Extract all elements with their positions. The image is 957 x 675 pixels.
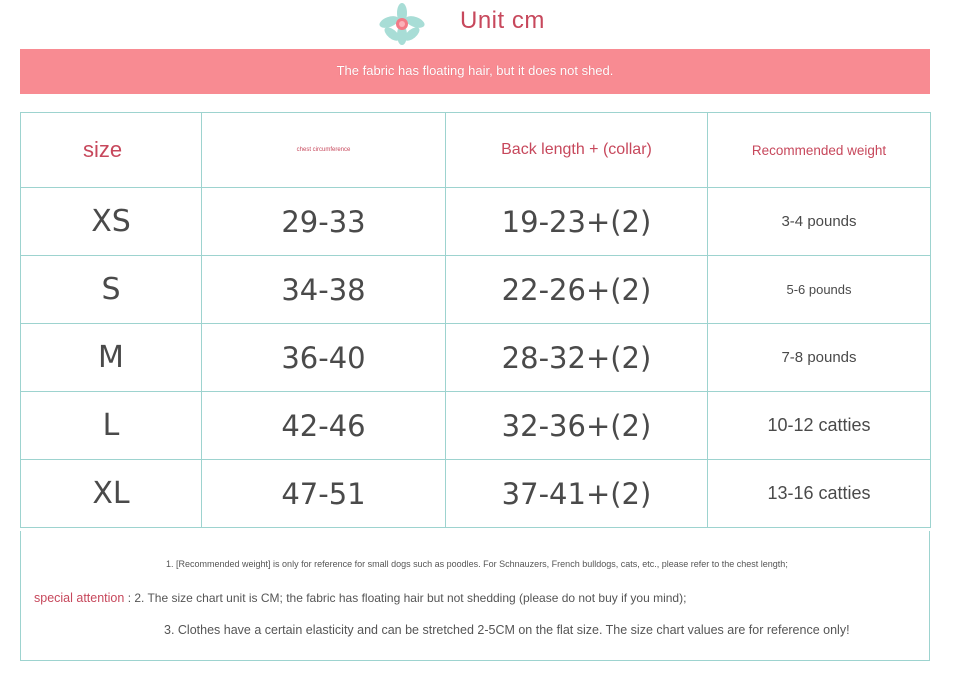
cell-chest: 36-40 xyxy=(202,324,446,392)
cell-chest: 29-33 xyxy=(202,188,446,256)
header-size: size xyxy=(21,113,202,188)
special-attention-label: special attention xyxy=(34,591,125,605)
note-3: 3. Clothes have a certain elasticity and can be stretched 2-5CM on the flat size. The size chart values are for reference only! xyxy=(164,623,850,637)
table-row xyxy=(21,392,931,460)
cell-size: L xyxy=(21,392,202,460)
cell-size: XS xyxy=(21,188,202,256)
banner-text: The fabric has floating hair, but it does not shed. xyxy=(336,63,614,78)
note-2 xyxy=(34,591,686,605)
cell-weight: 5-6 pounds xyxy=(708,256,931,324)
header-chest: chest circumference xyxy=(202,113,446,188)
cell-back: 37-41+(2) xyxy=(446,460,708,528)
cell-size: S xyxy=(21,256,202,324)
cell-chest: 42-46 xyxy=(202,392,446,460)
cell-size: M xyxy=(21,324,202,392)
cell-weight: 7-8 pounds xyxy=(708,324,931,392)
table-row xyxy=(21,256,931,324)
table-row xyxy=(21,324,931,392)
cell-back: 28-32+(2) xyxy=(446,324,708,392)
notes-section xyxy=(20,531,930,661)
flower-icon xyxy=(376,2,428,46)
table-row xyxy=(21,460,931,528)
header-row xyxy=(21,113,931,188)
cell-weight: 3-4 pounds xyxy=(708,188,931,256)
cell-chest: 47-51 xyxy=(202,460,446,528)
cell-back: 22-26+(2) xyxy=(446,256,708,324)
size-chart-table xyxy=(20,112,931,528)
fabric-banner xyxy=(20,49,930,94)
header xyxy=(0,0,957,48)
cell-weight: 10-12 catties xyxy=(708,392,931,460)
header-back-length: Back length + (collar) xyxy=(446,113,708,188)
cell-chest: 34-38 xyxy=(202,256,446,324)
cell-weight: 13-16 catties xyxy=(708,460,931,528)
header-recommended-weight: Recommended weight xyxy=(708,113,931,188)
table-row xyxy=(21,188,931,256)
cell-size: XL xyxy=(21,460,202,528)
note-2-text: : 2. The size chart unit is CM; the fabric has floating hair but not shedding (please do not buy if you mind); xyxy=(127,591,687,605)
unit-title: Unit cm xyxy=(460,7,545,34)
cell-back: 19-23+(2) xyxy=(446,188,708,256)
note-1: 1. [Recommended weight] is only for reference for small dogs such as poodles. For Schnauzers, French bulldogs, cats, etc., please refer to the chest length; xyxy=(166,559,788,569)
cell-back: 32-36+(2) xyxy=(446,392,708,460)
